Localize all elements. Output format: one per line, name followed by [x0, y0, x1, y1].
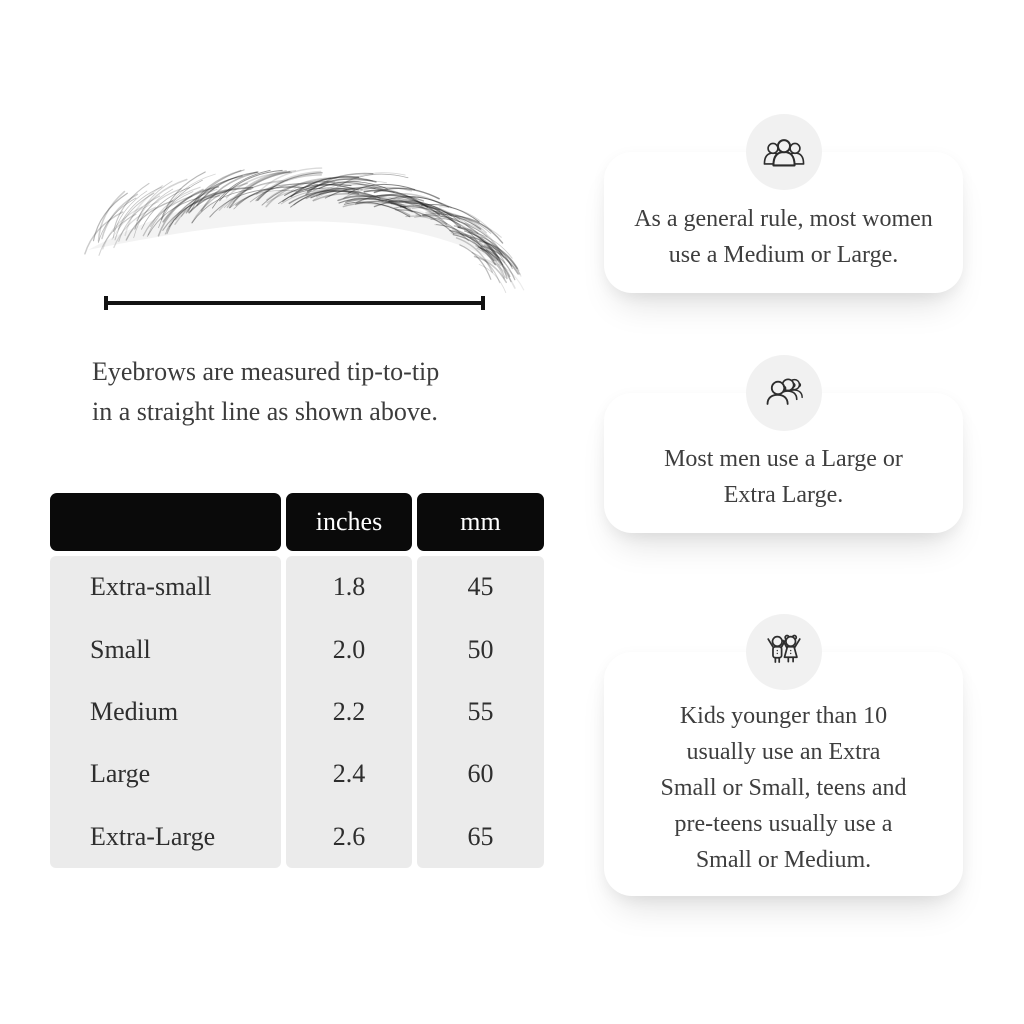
info-card-men [604, 393, 963, 533]
table-cell-mm: 50 [467, 634, 494, 664]
table-cell-size: Extra-Large [90, 821, 216, 851]
card-text-line: Small or Small, teens and [660, 775, 907, 801]
info-card-women [604, 152, 963, 293]
card-text-line: use a Medium or Large. [668, 241, 899, 268]
size-table [50, 493, 544, 868]
icon-badge [746, 355, 822, 431]
table-column-mm [417, 556, 544, 868]
card-text [604, 698, 963, 878]
measurement-line [104, 301, 485, 305]
table-cell-mm: 60 [467, 759, 494, 789]
icon-badge [746, 614, 822, 690]
icon-badge [746, 114, 822, 190]
table-column-inches [286, 556, 412, 868]
caption-line: Eyebrows are measured tip-to-tip [92, 357, 440, 386]
kids-icon [761, 629, 807, 675]
table-column-sizes [50, 556, 281, 868]
card-text-line: pre-teens usually use a [674, 811, 893, 837]
men-group-icon [762, 371, 806, 415]
card-text-line: As a general rule, most women [634, 205, 933, 232]
table-cell-inches: 2.2 [332, 696, 366, 726]
table-cell-mm: 45 [467, 572, 494, 602]
table-cell-size: Extra-small [90, 572, 212, 602]
caption-line: in a straight line as shown above. [92, 397, 438, 426]
table-cell-mm: 65 [467, 821, 494, 851]
header-cell-mm: mm [417, 493, 544, 551]
table-cell-inches: 2.0 [332, 634, 366, 664]
table-cell-size: Medium [90, 696, 179, 726]
eyebrow-illustration [58, 138, 533, 323]
header-cell-inches: inches [286, 493, 412, 551]
card-text [604, 441, 963, 513]
table-cell-size: Small [90, 634, 151, 664]
women-group-icon [762, 130, 806, 174]
table-cell-mm: 55 [467, 696, 494, 726]
table-cell-inches: 1.8 [332, 572, 366, 602]
eyebrow-hairs [85, 168, 524, 293]
card-text-line: Kids younger than 10 [679, 703, 888, 729]
header-cell-size [50, 493, 281, 551]
card-text-line: Most men use a Large or [664, 446, 903, 472]
card-text-line: usually use an Extra [686, 739, 881, 765]
table-cell-inches: 2.4 [332, 759, 366, 789]
card-text-line: Extra Large. [723, 482, 844, 508]
table-cell-size: Large [90, 759, 151, 789]
card-text-line: Small or Medium. [695, 847, 872, 873]
table-cell-inches: 2.6 [332, 821, 366, 851]
info-card-kids [604, 652, 963, 896]
card-text [604, 201, 963, 273]
figure-caption [92, 352, 532, 432]
